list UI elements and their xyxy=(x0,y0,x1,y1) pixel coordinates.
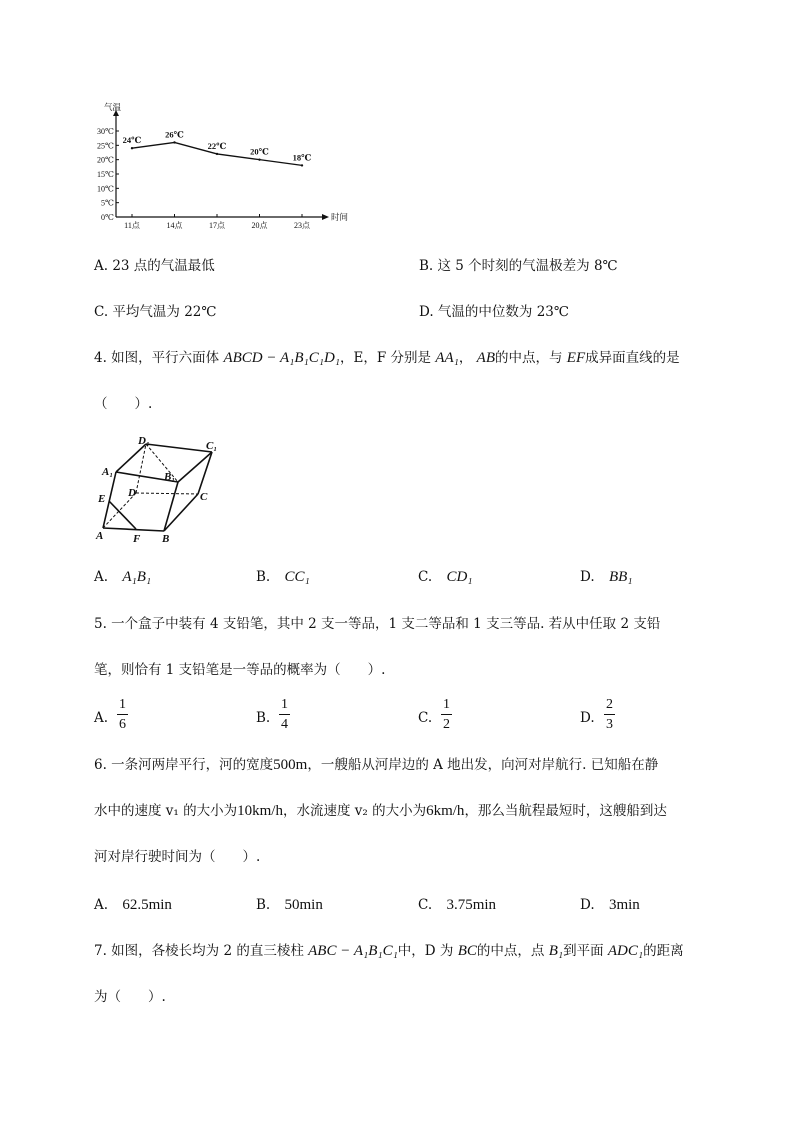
q7-b: 中，D 为 xyxy=(397,943,454,959)
q6-line1-b: ，一艘船从河岸边的 A 地出发，向河对岸航行. 已知船在静 xyxy=(307,757,659,773)
q7-c: 的中点，点 xyxy=(476,943,545,959)
x-tick-label: 17点 xyxy=(209,221,225,230)
segment-ef xyxy=(109,501,136,529)
q6-option-d-value: 3min xyxy=(608,897,640,913)
q6-line1 xyxy=(94,755,658,775)
q4-option-b xyxy=(256,567,310,587)
y-tick-label: 5℃ xyxy=(101,198,114,208)
temperature-chart xyxy=(94,100,354,235)
q6-option-b-letter: B. xyxy=(256,897,271,913)
q4-option-b-letter: B. xyxy=(256,569,271,585)
y-tick-label: 25℃ xyxy=(97,141,114,151)
q6-option-c xyxy=(418,895,496,915)
q6-line1-a: 6. 一条河两岸平行，河的宽度 xyxy=(94,757,274,773)
q5-option-c-letter: C. xyxy=(418,710,433,726)
q5-option-b-den: 4 xyxy=(281,717,288,732)
q4-option-d xyxy=(580,567,632,587)
edge-d1c1 xyxy=(146,444,212,452)
q4-option-c-value: CD₁ xyxy=(446,569,473,585)
q4-option-b-value: CC₁ xyxy=(284,569,310,585)
q6-line2-a: 水中的速度 v₁ 的大小为 xyxy=(94,803,238,819)
q4-seg-ab: AB xyxy=(476,350,495,366)
label-c: C xyxy=(200,491,208,503)
q5-line2: 笔，则恰有 1 支铅笔是一等品的概率为（ ）. xyxy=(94,662,386,678)
label-d: D xyxy=(128,487,136,499)
data-point xyxy=(173,141,175,143)
q4-solid: ABCD − A₁B₁C₁D₁ xyxy=(223,350,341,366)
q3-option-a: A. 23 点的气温最低 xyxy=(94,258,215,274)
q6-v2: 6km/h xyxy=(426,803,465,819)
label-b1: B₁ xyxy=(164,471,176,483)
q5-option-c-num: 1 xyxy=(443,697,450,712)
q5-line1: 5. 一个盒子中装有 4 支铅笔，其中 2 支一等品，1 支二等品和 1 支三等品. 若从中任取 2 支铅 xyxy=(94,616,661,632)
x-tick-label: 23点 xyxy=(294,221,310,230)
label-a1: A₁ xyxy=(102,466,114,478)
data-point xyxy=(301,164,303,166)
q6-option-a-letter: A. xyxy=(94,897,109,913)
x-axis-title: 时间 xyxy=(331,212,349,222)
q4-stem xyxy=(94,348,680,368)
q5-option-a-den: 6 xyxy=(119,717,126,732)
q7-bc: BC xyxy=(457,943,477,959)
q6-option-b-value: 50min xyxy=(284,897,323,913)
q4-option-a xyxy=(94,567,151,587)
q4-option-d-letter: D. xyxy=(580,569,595,585)
q5-option-b-num: 1 xyxy=(281,697,288,712)
q6-width: 500m xyxy=(273,757,308,773)
q4-seg-aa1: AA₁ xyxy=(435,350,459,366)
q4-mid2: 的中点，与 xyxy=(495,350,563,366)
data-label: 24℃ xyxy=(122,135,142,146)
q4-option-a-letter: A. xyxy=(94,569,109,585)
label-a: A xyxy=(96,530,104,542)
y-tick-label: 30℃ xyxy=(97,127,114,136)
data-label: 26℃ xyxy=(165,129,184,140)
q6-line2-b: ，水流速度 v₂ 的大小为 xyxy=(282,803,427,819)
q6-line2-c: ，那么当航程最短时，这艘船到达 xyxy=(464,803,667,819)
data-point xyxy=(216,153,218,155)
x-tick-label: 11点 xyxy=(124,221,140,230)
q5-option-c-den: 2 xyxy=(443,717,450,732)
q5-option-a-letter: A. xyxy=(94,710,109,726)
y-tick-label: 20℃ xyxy=(97,155,114,165)
data-label: 18℃ xyxy=(292,152,312,163)
q3-option-b: B. 这 5 个时刻的气温极差为 8℃ xyxy=(419,258,618,274)
label-c1: C₁ xyxy=(206,440,218,452)
q6-option-a-value: 62.5min xyxy=(122,897,172,913)
q7-plane: ADC₁ xyxy=(607,943,644,959)
q5-option-a-num: 1 xyxy=(119,697,126,712)
label-d1: D₁ xyxy=(138,436,150,447)
label-f: F xyxy=(133,533,141,545)
q4-option-c xyxy=(418,567,473,587)
x-tick-label: 14点 xyxy=(166,221,183,230)
edge-ab xyxy=(103,528,164,531)
q5-option-c-fraction xyxy=(441,697,452,732)
x-axis-arrow xyxy=(322,214,329,220)
q6-option-c-value: 3.75min xyxy=(446,897,497,913)
q4-option-a-value: A₁B₁ xyxy=(122,569,152,585)
q4-option-d-value: BB₁ xyxy=(608,569,633,585)
q5-option-d-num: 2 xyxy=(606,697,613,712)
q4-seg-ef: EF xyxy=(566,350,586,366)
label-e: E xyxy=(98,493,106,505)
q7-d: 到平面 xyxy=(563,943,604,959)
q5-option-b-letter: B. xyxy=(256,710,271,726)
q4-num: 4. 如图，平行六面体 xyxy=(94,350,220,366)
q5-option-d-den: 3 xyxy=(606,717,613,732)
q7-line1 xyxy=(94,941,684,961)
q3-option-d: D. 气温的中位数为 23℃ xyxy=(419,304,569,320)
q6-line2 xyxy=(94,801,667,821)
q5-option-a-fraction xyxy=(117,697,128,732)
q7-a: 7. 如图，各棱长均为 2 的直三棱柱 xyxy=(94,943,304,959)
q4-tail: 成异面直线的是 xyxy=(585,350,680,366)
label-b: B xyxy=(162,533,170,545)
q4-mid: ，E，F 分别是 xyxy=(340,350,432,366)
data-label: 22℃ xyxy=(207,140,227,151)
y-tick-label: 0℃ xyxy=(101,213,114,222)
q4-paren: （ ）. xyxy=(94,396,153,412)
q7-prism: ABC − A₁B₁C₁ xyxy=(308,943,398,959)
q6-option-b xyxy=(256,895,323,915)
q5-option-d-letter: D. xyxy=(580,710,595,726)
q6-option-a xyxy=(94,895,172,915)
parallelepiped-figure xyxy=(92,436,232,546)
q6-line3: 河对岸行驶时间为（ ）. xyxy=(94,849,261,865)
q6-option-d xyxy=(580,895,640,915)
q4-option-c-letter: C. xyxy=(418,569,433,585)
data-point xyxy=(258,158,260,160)
edge-dc xyxy=(136,493,198,494)
x-tick-label: 20点 xyxy=(251,221,268,230)
y-axis-title: 气温 xyxy=(104,102,122,112)
q7-b1: B₁ xyxy=(548,943,564,959)
q5-option-b-fraction xyxy=(279,697,290,732)
q5-option-d-fraction xyxy=(604,697,615,732)
q4-sep: ， xyxy=(458,350,473,366)
y-tick-label: 15℃ xyxy=(97,170,114,179)
q3-option-c: C. 平均气温为 22℃ xyxy=(94,304,217,320)
q6-option-d-letter: D. xyxy=(580,897,595,913)
q7-e: 的距离 xyxy=(643,943,684,959)
q6-v1: 10km/h xyxy=(237,803,283,819)
q6-option-c-letter: C. xyxy=(418,897,433,913)
data-point xyxy=(131,147,133,149)
y-tick-label: 10℃ xyxy=(97,184,114,194)
q7-line2: 为（ ）. xyxy=(94,989,166,1005)
data-label: 20℃ xyxy=(250,146,269,157)
